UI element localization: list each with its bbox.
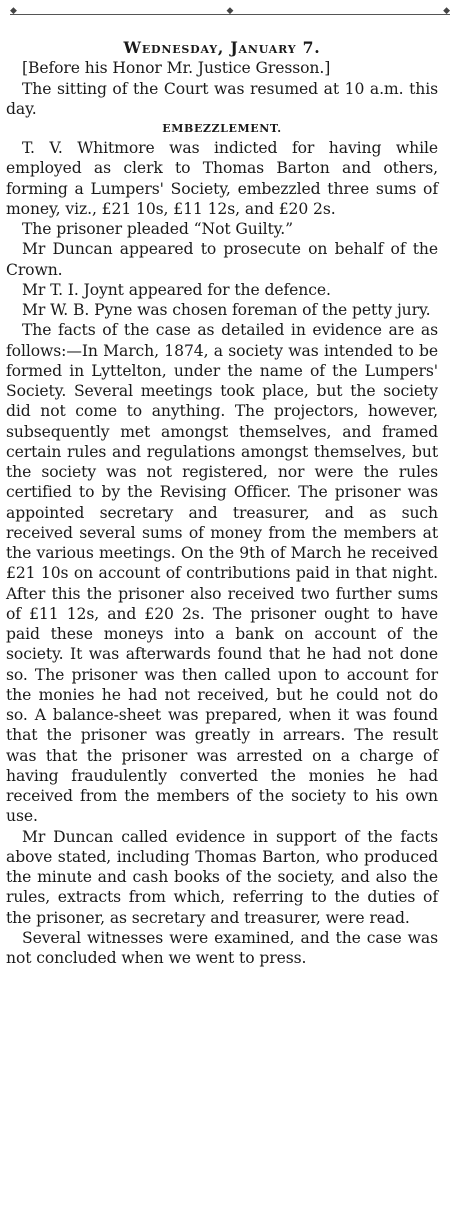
paragraph-foreman: Mr W. B. Pyne was chosen foreman of the petty jury. [22, 301, 431, 319]
dateline: Wednesday, January 7. [123, 38, 321, 57]
paragraph-evidence: Mr Duncan called evidence in support of the facts above stated, including Thomas Barton, who produced the minute and cash books of the society, and also the rules, extracts from which, referring to the duties of the prisoner, as secretary and treasurer, were read. [6, 827, 438, 927]
top-ornament-rule [10, 6, 450, 16]
paragraph-prosecution: Mr Duncan appeared to prosecute on behalf of the Crown. [6, 240, 438, 279]
article-column [6, 38, 438, 968]
paragraph-plea: The prisoner pleaded “Not Guilty.” [22, 220, 294, 238]
ornament-left-icon: ◆ [10, 6, 17, 16]
paragraph-facts: The facts of the case as detailed in evidence are as follows:—In March, 1874, a society was intended to be formed in Lyttelton, under the name of the Lumpers' Society. Several meetings took place, but the society did not come to anything. The projectors, however, subsequently met amongst themselves, and framed certain rules and regulations amongst themselves, but the society was not registered, nor were the rules certified to by the Revising Officer. The prisoner was appointed secretary and treasurer, and as such received several sums of money from the members at the various meetings. On the 9th of March he received £21 10s on account of contributions paid in that night. After this the prisoner also received two further sums of £11 12s, and £20 2s. The prisoner ought to have paid these moneys into a bank on account of the society. It was afterwards found that he had not done so. The prisoner was then called upon to account for the monies he had not received, but he could not do so. A balance-sheet was prepared, when it was found that the prisoner was greatly in arrears. The result was that the prisoner was arrested on a charge of having fraudulently converted the monies he had received from the members of the society to his own use. [6, 321, 438, 826]
section-heading: EMBEZZLEMENT. [162, 122, 282, 135]
bench-note: [Before his Honor Mr. Justice Gresson.] [22, 59, 331, 78]
paragraph-indictment: T. V. Whitmore was indicted for having while employed as clerk to Thomas Barton and others, forming a Lumpers' Society, embezzled three sums of money, viz., £21 10s, £11 12s, and £20 2s. [6, 139, 438, 218]
paragraph-witnesses: Several witnesses were examined, and the case was not concluded when we went to press. [6, 928, 438, 967]
ornament-right-icon: ◆ [443, 6, 450, 16]
opening-paragraph: The sitting of the Court was resumed at 10 a.m. this day. [6, 79, 438, 118]
paragraph-defence: Mr T. I. Joynt appeared for the defence. [22, 280, 331, 299]
ornament-center-icon: ◆ [226, 6, 234, 16]
